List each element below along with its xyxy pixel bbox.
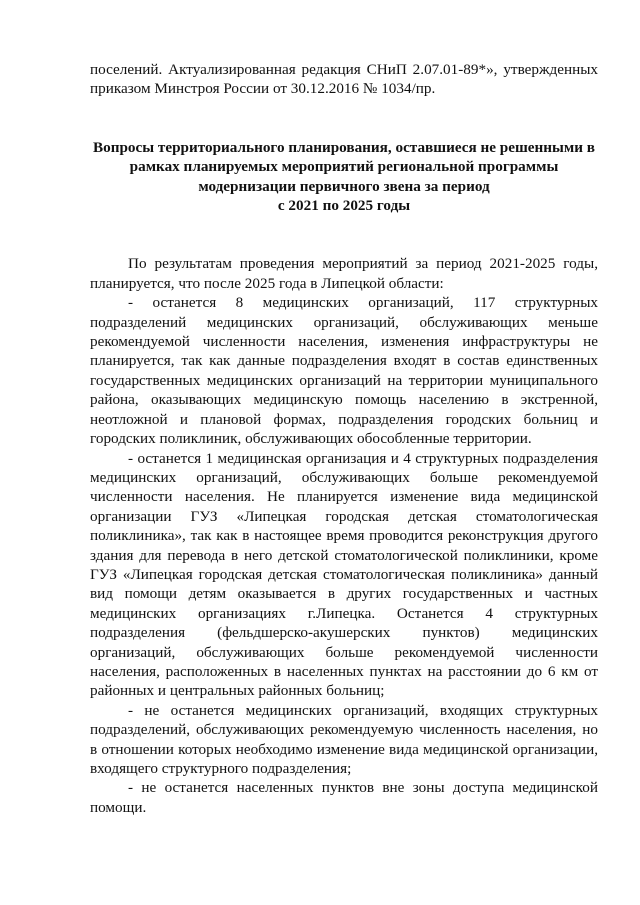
bullet-paragraph: - останется 8 медицинских организаций, 117 структурных подразделений медицинских организаций, обслуживающих меньше рекомендуемой численности населения, изменения инфраструктуры не планируется, так как данные подразделения входят в состав единственных государственных медицинских организаций на территории муниципального района, оказывающих медицинскую помощь населению в экстренной, неотложной и плановой формах, подразделения городских больниц и городских поликлиник, обслуживающих обособленные территории. bbox=[90, 294, 598, 448]
bullet-paragraph: - останется 1 медицинская организация и 4 структурных подразделения медицинских организаций, обслуживающих больше рекомендуемой численности населения. Не планируется изменение вида медицинской организации ГУЗ «Липецкая городская детская стоматологическая поликлиника», так как в настоящее время проводится реконструкция другого здания для перевода в него детской стоматологической поликлиники, кроме ГУЗ «Липецкая городская детская стоматологическая поликлиника» данный вид помощи детям оказывается в других государственных и частных медицинских организациях г.Липецка. Останется 4 структурных подразделения (фельдшерско-акушерских пунктов) медицинских организаций, обслуживающих больше рекомендуемой численности населения, расположенных в населенных пунктах на расстоянии до 6 км от районных и центральных районных больниц; bbox=[90, 449, 598, 700]
bullet-paragraph: - не останется населенных пунктов вне зоны доступа медицинской помощи. bbox=[90, 779, 598, 816]
section-heading bbox=[90, 138, 598, 216]
bullet-paragraph: - не останется медицинских организаций, входящих структурных подразделений, обслуживающих рекомендуемую численность населения, но в отношении которых необходимо изменение вида медицинской организации, входящего структурного подразделения; bbox=[90, 701, 598, 777]
lead-paragraph: По результатам проведения мероприятий за период 2021-2025 годы, планируется, что после 2025 года в Липецкой области: bbox=[90, 255, 598, 292]
heading-line: модернизации первичного звена за период bbox=[198, 177, 490, 195]
heading-line: Вопросы территориального планирования, оставшиеся не решенными в bbox=[93, 138, 595, 156]
intro-paragraph: поселений. Актуализированная редакция СНиП 2.07.01-89*», утвержденных приказом Минстроя России от 30.12.2016 № 1034/пр. bbox=[90, 61, 598, 98]
heading-line: с 2021 по 2025 годы bbox=[277, 197, 411, 215]
heading-line: рамках планируемых мероприятий региональной программы bbox=[129, 158, 559, 176]
document-body bbox=[90, 60, 598, 817]
